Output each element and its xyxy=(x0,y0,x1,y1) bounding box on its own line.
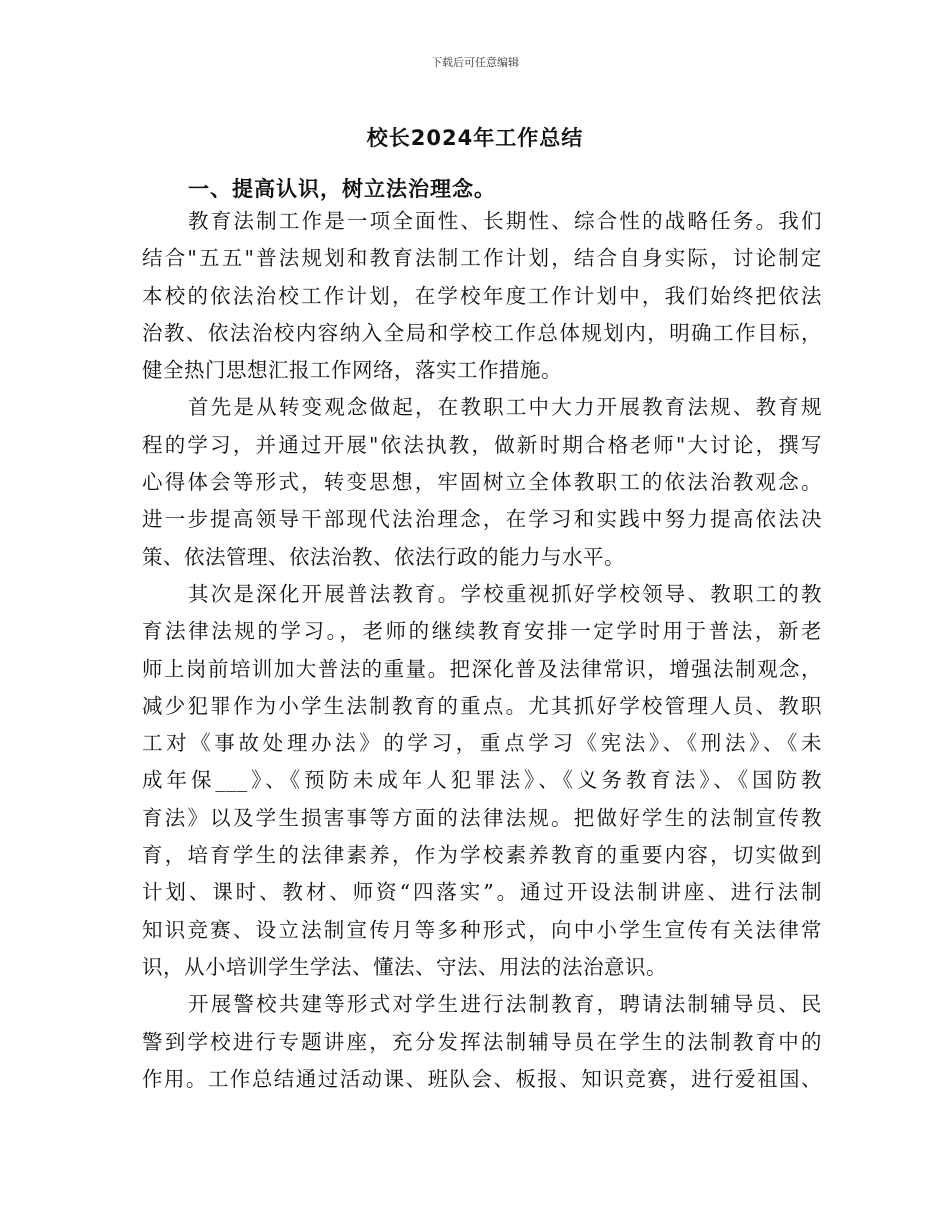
paragraph-line: 师上岗前培训加大普法的重量。把深化普及法律常识，增强法制观念， xyxy=(142,656,822,681)
paragraph-line: 教育法制工作是一项全面性、长期性、综合性的战略任务。我们 xyxy=(188,209,822,233)
paragraph-line: 进一步提高领导干部现代法治理念，在学习和实践中努力提高依法决 xyxy=(142,507,822,532)
paragraph-line: 减少犯罪作为小学生法制教育的重点。尤其抓好学校管理人员、教职 xyxy=(142,693,822,718)
paragraph-line: 警到学校进行专题讲座，充分发挥法制辅导员在学生的法制教育中的 xyxy=(142,1029,822,1054)
paragraph-line: 本校的依法治校工作计划，在学校年度工作计划中，我们始终把依法 xyxy=(142,283,822,308)
paragraph-line: 育法律法规的学习。，老师的继续教育安排一定学时用于普法，新老 xyxy=(142,619,822,644)
paragraph-line: 心得体会等形式，转变思想，牢固树立全体教职工的依法治教观念。 xyxy=(142,470,822,495)
document-title: 校长2024年工作总结 xyxy=(366,126,584,150)
paragraph-line: 健全热门思想汇报工作网络，落实工作措施。 xyxy=(142,358,562,383)
paragraph-line: 育，培育学生的法律素养，作为学校素养教育的重要内容，切实做到 xyxy=(142,843,822,868)
paragraph-line: 策、依法管理、依法治教、依法行政的能力与水平。 xyxy=(142,544,625,569)
paragraph-line: 作用。工作总结通过活动课、班队会、板报、知识竞赛，进行爱祖国、 xyxy=(142,1066,822,1091)
paragraph-line: 计划、课时、教材、师资“四落实”。通过开设法制讲座、进行法制 xyxy=(142,880,822,905)
paragraph-line: 识，从小培训学生学法、懂法、守法、用法的法治意识。 xyxy=(142,954,667,979)
paragraph-line: 其次是深化开展普法教育。学校重视抓好学校领导、教职工的教 xyxy=(188,581,822,606)
paragraph-line: 治教、依法治校内容纳入全局和学校工作总体规划内，明确工作目标， xyxy=(142,320,822,345)
paragraph-line: 工对《事故处理办法》的学习，重点学习《宪法》、《刑法》、《未 xyxy=(142,731,822,756)
paragraph-line: 知识竞赛、设立法制宣传月等多种形式，向中小学生宣传有关法律常 xyxy=(142,917,822,942)
paragraph-line: 程的学习，并通过开展"依法执教，做新时期合格老师"大讨论，撰写 xyxy=(142,432,822,457)
header-note: 下载后可任意编辑 xyxy=(431,56,519,69)
body-text xyxy=(142,203,822,1098)
paragraph-line: 成年保___》、《预防未成年人犯罪法》、《义务教育法》、《国防教 xyxy=(142,768,822,793)
paragraph-line: 育法》以及学生损害事等方面的法律法规。把做好学生的法制宣传教 xyxy=(142,805,822,830)
paragraph-line: 结合"五五"普法规划和教育法制工作计划，结合自身实际，讨论制定 xyxy=(142,246,822,271)
section-heading: 一、提高认识，树立法治理念。 xyxy=(188,177,496,201)
paragraph-line: 开展警校共建等形式对学生进行法制教育，聘请法制辅导员、民 xyxy=(188,992,822,1017)
paragraph-line: 首先是从转变观念做起，在教职工中大力开展教育法规、教育规 xyxy=(188,395,822,420)
